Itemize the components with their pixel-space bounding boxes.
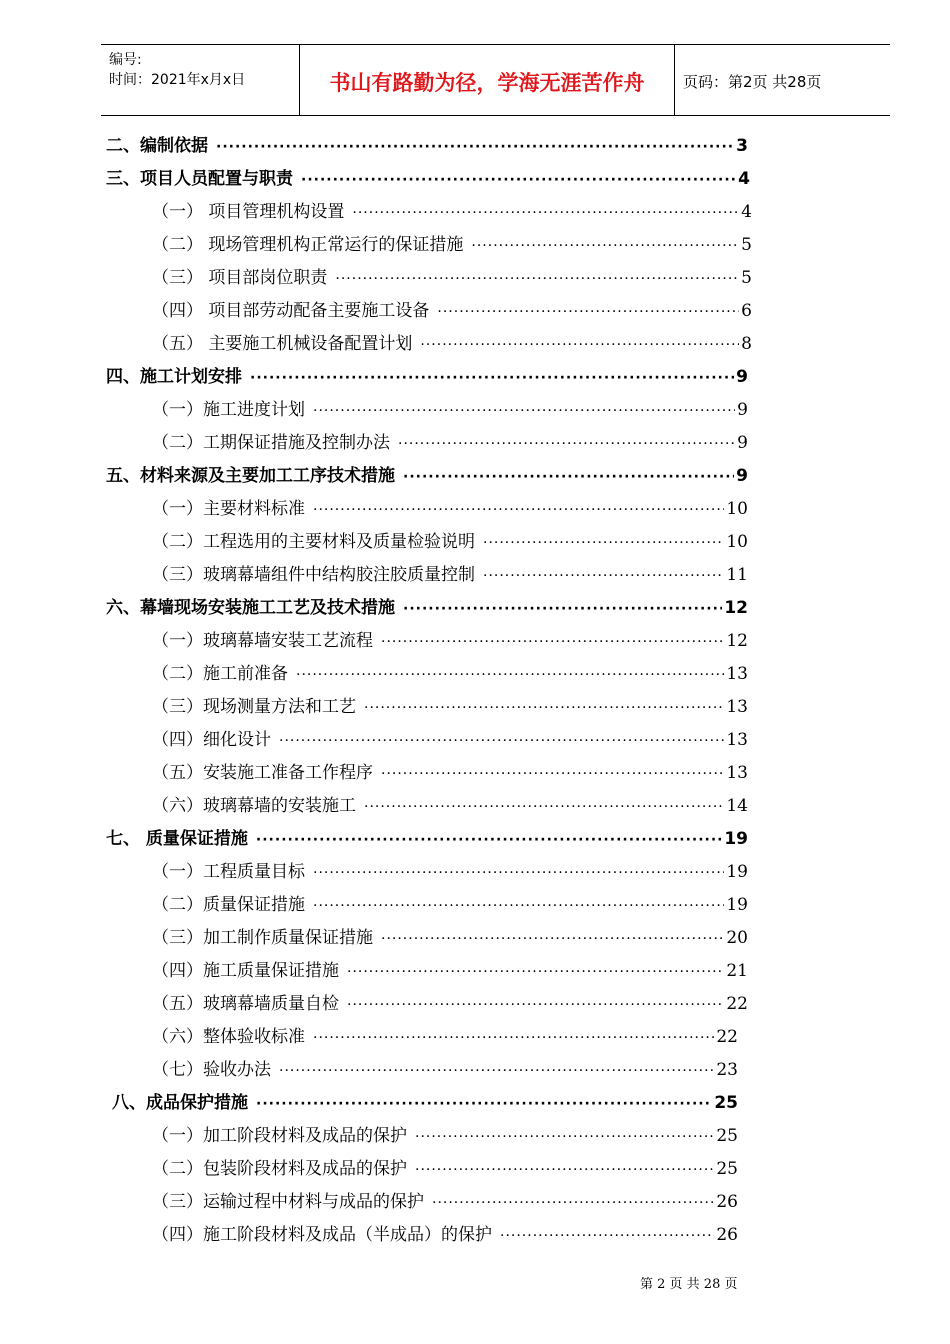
toc-dot-leader bbox=[347, 964, 724, 980]
toc-entry-title: 七、 质量保证措施 bbox=[106, 829, 248, 849]
toc-section-entry[interactable] bbox=[152, 494, 748, 520]
toc-section-entry[interactable] bbox=[152, 725, 748, 751]
toc-section-entry[interactable] bbox=[152, 956, 748, 982]
toc-page-number: 23 bbox=[716, 1060, 738, 1080]
toc-entry-title: 六、幕墙现场安装施工工艺及技术措施 bbox=[106, 598, 395, 618]
toc-entry-title: （六）玻璃幕墙的安装施工 bbox=[152, 796, 356, 816]
toc-entry-title: （五） 主要施工机械设备配置计划 bbox=[152, 334, 413, 354]
toc-page-number: 5 bbox=[741, 235, 752, 255]
toc-page-number: 25 bbox=[716, 1159, 738, 1179]
toc-dot-leader bbox=[347, 997, 724, 1013]
toc-page-number: 13 bbox=[726, 697, 748, 717]
toc-dot-leader bbox=[381, 634, 724, 650]
toc-dot-leader bbox=[432, 1195, 714, 1211]
toc-section-entry[interactable] bbox=[152, 659, 748, 685]
toc-page-number: 13 bbox=[726, 730, 748, 750]
toc-page-number: 26 bbox=[716, 1192, 738, 1212]
toc-page-number: 4 bbox=[741, 202, 752, 222]
toc-page-number: 25 bbox=[716, 1126, 738, 1146]
toc-entry-title: （一）玻璃幕墙安装工艺流程 bbox=[152, 631, 373, 651]
toc-entry-title: （四） 项目部劳动配备主要施工设备 bbox=[152, 301, 430, 321]
toc-dot-leader bbox=[296, 667, 724, 683]
toc-dot-leader bbox=[250, 370, 734, 386]
toc-page-number: 21 bbox=[726, 961, 748, 981]
toc-page-number: 12 bbox=[726, 631, 748, 651]
toc-entry-title: （一）主要材料标准 bbox=[152, 499, 305, 519]
toc-page-number: 13 bbox=[726, 763, 748, 783]
toc-page-number: 3 bbox=[736, 136, 748, 156]
toc-section-entry[interactable] bbox=[152, 1187, 738, 1213]
toc-dot-leader bbox=[352, 205, 739, 221]
toc-page-number: 14 bbox=[726, 796, 748, 816]
toc-entry-title: （二） 现场管理机构正常运行的保证措施 bbox=[152, 235, 464, 255]
header-meta-cell bbox=[101, 45, 300, 115]
toc-dot-leader bbox=[364, 799, 724, 815]
toc-dot-leader bbox=[415, 1162, 714, 1178]
toc-page-number: 26 bbox=[716, 1225, 738, 1245]
toc-entry-title: 二、编制依据 bbox=[106, 136, 208, 156]
toc-dot-leader bbox=[415, 1129, 714, 1145]
toc-entry-title: （一）加工阶段材料及成品的保护 bbox=[152, 1126, 407, 1146]
toc-section-entry[interactable] bbox=[152, 1022, 738, 1048]
toc-page-number: 5 bbox=[741, 268, 752, 288]
header-motto: 书山有路勤为径，学海无涯苦作舟 bbox=[329, 71, 645, 95]
toc-chapter-entry[interactable] bbox=[106, 461, 748, 487]
toc-entry-title: （七）验收办法 bbox=[152, 1060, 271, 1080]
toc-section-entry[interactable] bbox=[152, 692, 748, 718]
toc-page-number: 22 bbox=[716, 1027, 738, 1047]
toc-section-entry[interactable] bbox=[152, 890, 748, 916]
toc-chapter-entry[interactable] bbox=[112, 1088, 738, 1114]
page-header bbox=[101, 44, 890, 116]
toc-section-entry[interactable] bbox=[152, 428, 748, 454]
toc-dot-leader bbox=[437, 304, 739, 320]
page-footer-number: 第 2 页 共 28 页 bbox=[640, 1277, 738, 1292]
toc-entry-title: （四）施工阶段材料及成品（半成品）的保护 bbox=[152, 1225, 492, 1245]
toc-section-entry[interactable] bbox=[152, 395, 748, 421]
toc-section-entry[interactable] bbox=[152, 989, 748, 1015]
toc-entry-title: （三）现场测量方法和工艺 bbox=[152, 697, 356, 717]
toc-entry-title: 三、项目人员配置与职责 bbox=[106, 169, 293, 189]
toc-entry-title: （一）施工进度计划 bbox=[152, 400, 305, 420]
toc-section-entry[interactable] bbox=[152, 263, 752, 289]
toc-dot-leader bbox=[381, 931, 724, 947]
toc-entry-title: （二）工期保证措施及控制办法 bbox=[152, 433, 390, 453]
toc-entry-title: （二）质量保证措施 bbox=[152, 895, 305, 915]
toc-dot-leader bbox=[335, 271, 739, 287]
toc-page-number: 4 bbox=[738, 169, 750, 189]
toc-entry-title: （三）加工制作质量保证措施 bbox=[152, 928, 373, 948]
toc-chapter-entry[interactable] bbox=[106, 362, 748, 388]
toc-dot-leader bbox=[256, 832, 722, 848]
toc-dot-leader bbox=[483, 568, 724, 584]
toc-entry-title: （二）包装阶段材料及成品的保护 bbox=[152, 1159, 407, 1179]
toc-section-entry[interactable] bbox=[152, 857, 748, 883]
toc-entry-title: 八、成品保护措施 bbox=[112, 1093, 248, 1113]
toc-dot-leader bbox=[381, 766, 724, 782]
toc-page-number: 19 bbox=[726, 862, 748, 882]
toc-entry-title: （五）玻璃幕墙质量自检 bbox=[152, 994, 339, 1014]
toc-page-number: 9 bbox=[736, 466, 748, 486]
header-page-number: 页码：第2页 共28页 bbox=[683, 73, 822, 91]
toc-entry-title: 五、材料来源及主要加工工序技术措施 bbox=[106, 466, 395, 486]
toc-page-number: 10 bbox=[726, 499, 748, 519]
toc-entry-title: （三）运输过程中材料与成品的保护 bbox=[152, 1192, 424, 1212]
toc-section-entry[interactable] bbox=[152, 1121, 738, 1147]
toc-entry-title: （六）整体验收标准 bbox=[152, 1027, 305, 1047]
toc-page-number: 9 bbox=[736, 367, 748, 387]
toc-page-number: 20 bbox=[726, 928, 748, 948]
toc-section-entry[interactable] bbox=[152, 791, 748, 817]
toc-entry-title: （三）玻璃幕墙组件中结构胶注胶质量控制 bbox=[152, 565, 475, 585]
toc-entry-title: （四）细化设计 bbox=[152, 730, 271, 750]
toc-dot-leader bbox=[500, 1228, 714, 1244]
toc-section-entry[interactable] bbox=[152, 1220, 738, 1246]
toc-dot-leader bbox=[483, 535, 724, 551]
toc-dot-leader bbox=[216, 139, 734, 155]
toc-section-entry[interactable] bbox=[152, 758, 748, 784]
toc-entry-title: （四）施工质量保证措施 bbox=[152, 961, 339, 981]
toc-entry-title: （二）工程选用的主要材料及质量检验说明 bbox=[152, 532, 475, 552]
toc-page-number: 22 bbox=[726, 994, 748, 1014]
toc-page-number: 10 bbox=[726, 532, 748, 552]
toc-dot-leader bbox=[364, 700, 724, 716]
toc-page-number: 11 bbox=[726, 565, 748, 585]
toc-page-number: 6 bbox=[741, 301, 752, 321]
toc-dot-leader bbox=[471, 238, 739, 254]
toc-chapter-entry[interactable] bbox=[106, 593, 748, 619]
toc-dot-leader bbox=[279, 1063, 714, 1079]
toc-page-number: 19 bbox=[724, 829, 748, 849]
header-page-cell bbox=[675, 45, 890, 115]
toc-section-entry[interactable] bbox=[152, 230, 752, 256]
toc-section-entry[interactable] bbox=[152, 1055, 738, 1081]
toc-dot-leader bbox=[313, 1030, 714, 1046]
toc-dot-leader bbox=[313, 403, 735, 419]
toc-section-entry[interactable] bbox=[152, 296, 752, 322]
toc-section-entry[interactable] bbox=[152, 626, 748, 652]
toc-dot-leader bbox=[403, 601, 722, 617]
toc-page-number: 13 bbox=[726, 664, 748, 684]
toc-section-entry[interactable] bbox=[152, 1154, 738, 1180]
toc-entry-title: （二）施工前准备 bbox=[152, 664, 288, 684]
toc-entry-title: （一） 项目管理机构设置 bbox=[152, 202, 345, 222]
toc-entry-title: 四、施工计划安排 bbox=[106, 367, 242, 387]
toc-page-number: 9 bbox=[737, 433, 748, 453]
toc-page-number: 12 bbox=[724, 598, 748, 618]
toc-dot-leader bbox=[403, 469, 734, 485]
toc-section-entry[interactable] bbox=[152, 197, 752, 223]
toc-dot-leader bbox=[398, 436, 735, 452]
document-time-label: 时间：2021年x月x日 bbox=[109, 72, 246, 88]
toc-section-entry[interactable] bbox=[152, 923, 748, 949]
toc-dot-leader bbox=[256, 1096, 712, 1112]
document-number-label: 编号: bbox=[109, 52, 142, 68]
toc-chapter-entry[interactable] bbox=[106, 164, 750, 190]
header-motto-cell bbox=[300, 45, 675, 115]
toc-section-entry[interactable] bbox=[152, 527, 748, 553]
toc-entry-title: （五）安装施工准备工作程序 bbox=[152, 763, 373, 783]
toc-page-number: 8 bbox=[741, 334, 752, 354]
toc-chapter-entry[interactable] bbox=[106, 131, 748, 157]
toc-section-entry[interactable] bbox=[152, 560, 748, 586]
toc-page-number: 9 bbox=[737, 400, 748, 420]
toc-dot-leader bbox=[313, 865, 724, 881]
toc-entry-title: （三） 项目部岗位职责 bbox=[152, 268, 328, 288]
toc-dot-leader bbox=[313, 898, 724, 914]
toc-section-entry[interactable] bbox=[152, 329, 752, 355]
toc-dot-leader bbox=[313, 502, 724, 518]
toc-page-number: 25 bbox=[714, 1093, 738, 1113]
toc-dot-leader bbox=[301, 172, 736, 188]
toc-chapter-entry[interactable] bbox=[106, 824, 748, 850]
toc-page-number: 19 bbox=[726, 895, 748, 915]
toc-dot-leader bbox=[279, 733, 724, 749]
toc-dot-leader bbox=[420, 337, 739, 353]
toc-entry-title: （一）工程质量目标 bbox=[152, 862, 305, 882]
